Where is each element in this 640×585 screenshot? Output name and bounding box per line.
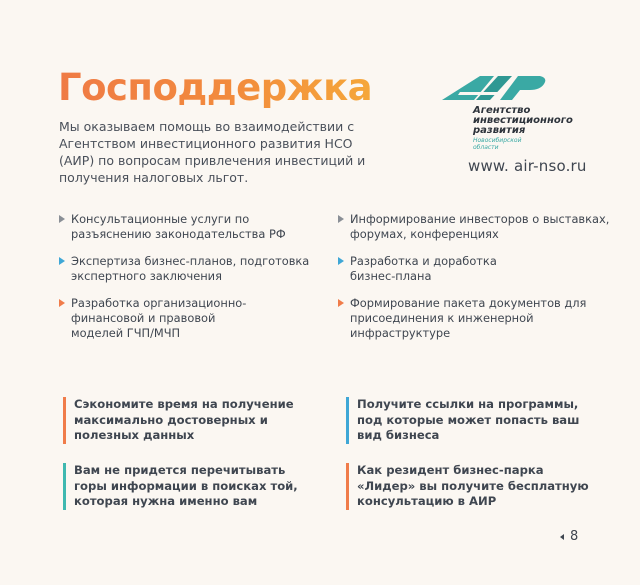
air-logo (440, 74, 600, 158)
intro-text: Мы оказываем помощь во взаимодействии с Агентством инвестиционного развития НСО (АИР) по вопросам привлечения инвестиций и получения налоговых льгот. (59, 119, 366, 185)
arrow-bullet-icon (59, 215, 65, 223)
page-title: Господдержка (58, 66, 373, 109)
logo-region-name: Новосибирской области (473, 137, 522, 151)
logo-agency-name: Агентство инвестиционного развития (473, 105, 573, 136)
air-logo-mark-icon (440, 74, 550, 108)
service-text: Консультационные услуги по разъяснению законодательства РФ (71, 212, 286, 241)
service-text: Разработка организационно-финансовой и правовой моделей ГЧП/МЧП (71, 296, 247, 340)
accent-bar (346, 397, 349, 444)
benefit-text: Сэкономите время на получение максимально достоверных и полезных данных (74, 397, 294, 442)
service-text: Информирование инвесторов о выставках, форумах, конференциях (350, 212, 610, 241)
benefit-card (63, 463, 304, 510)
website-link[interactable]: www. air-nso.ru (468, 157, 587, 175)
service-item (59, 212, 326, 242)
page-number: 8 (570, 529, 579, 544)
service-item (338, 212, 620, 242)
arrow-bullet-icon (338, 299, 344, 307)
accent-bar (63, 397, 66, 444)
arrow-bullet-icon (59, 299, 65, 307)
arrow-bullet-icon (338, 215, 344, 223)
service-item (59, 254, 316, 284)
benefit-card (346, 397, 587, 444)
service-item (59, 296, 271, 341)
accent-bar (63, 463, 66, 510)
arrow-bullet-icon (59, 257, 65, 265)
service-item (338, 296, 595, 341)
benefit-text: Как резидент бизнес-парка «Лидер» вы получите бесплатную консультацию в АИР (357, 463, 589, 508)
benefit-text: Вам не придется перечитывать горы информации в поисках той, которая нужна именно вам (74, 463, 298, 508)
arrow-bullet-icon (338, 257, 344, 265)
accent-bar (346, 463, 349, 510)
benefit-text: Получите ссылки на программы, под которые может попасть ваш вид бизнеса (357, 397, 580, 442)
benefit-card (63, 397, 314, 444)
service-text: Экспертиза бизнес-планов, подготовка экспертного заключения (71, 254, 310, 283)
service-item (338, 254, 520, 284)
service-text: Разработка и доработка бизнес-плана (350, 254, 497, 283)
service-text: Формирование пакета документов для присоединения к инженерной инфраструктуре (350, 296, 587, 340)
benefit-card (346, 463, 599, 510)
page-marker-icon (560, 534, 564, 540)
